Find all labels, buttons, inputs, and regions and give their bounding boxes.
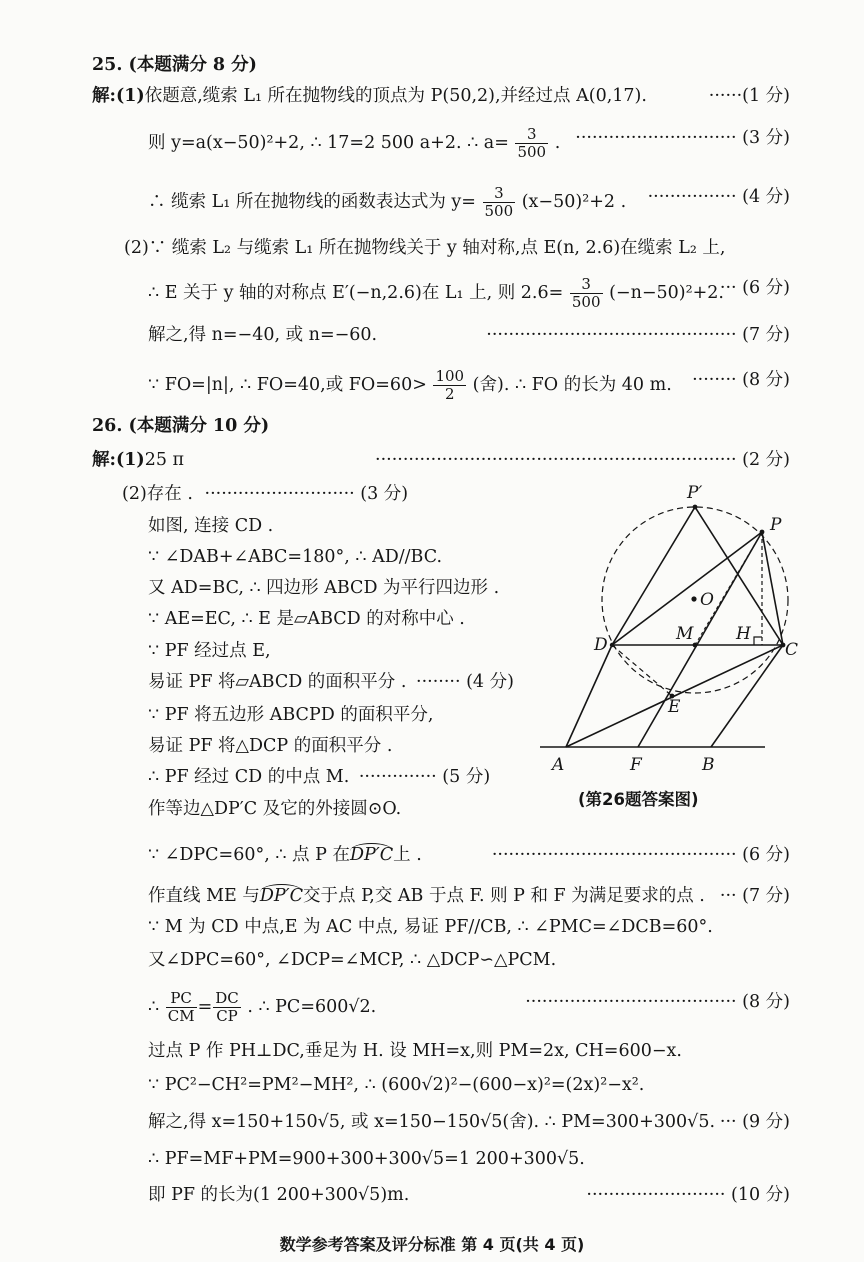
q25-step3-fraction <box>483 185 516 220</box>
q25-step5-pre: ∴ E 关于 y 轴的对称点 E′(−n,2.6)在 L₁ 上, 则 2.6= <box>148 283 564 303</box>
figure-caption: (第26题答案图) <box>578 790 699 809</box>
segment-BC <box>711 645 783 747</box>
frac-numerator: PC <box>166 990 197 1008</box>
q26-header: 26. (本题满分 10 分) <box>92 416 270 436</box>
q26-step15: 即 PF 的长为(1 200+300√5)m. <box>148 1185 410 1205</box>
q26-step10 <box>148 990 376 1025</box>
q26-step5: 作等边△DP′C 及它的外接圆⊙O. <box>148 799 402 819</box>
label-B: B <box>702 755 715 775</box>
q26-step6-post: 上 . <box>393 845 422 865</box>
q25-step7-score: ········ (8 分) <box>692 370 790 390</box>
q26-line2-1: 易证 PF 将△DCP 的面积平分 . <box>148 736 393 756</box>
q26-step7 <box>148 884 705 908</box>
q25-step2-score: ····························· (3 分) <box>575 128 790 148</box>
q26-line-2: 又 AD=BC, ∴ 四边形 ABCD 为平行四边形 . <box>148 578 500 598</box>
q26-step6 <box>148 843 422 867</box>
label-O: O <box>700 590 714 610</box>
q25-step7 <box>148 368 672 403</box>
q26-step2 <box>122 482 408 506</box>
q25-step3-pre: ∴ 缆索 L₁ 所在抛物线的函数表达式为 y= <box>148 192 476 212</box>
label-M: M <box>676 624 694 644</box>
point-P1 <box>693 505 698 510</box>
q26-step6-score: ············································ (6 分) <box>491 845 790 865</box>
q26-line2-0: ∵ PF 将五边形 ABCPD 的面积平分, <box>148 705 434 725</box>
arc-DP1C: DP′C <box>259 886 303 906</box>
q26-line-1: ∵ ∠DAB+∠ABC=180°, ∴ AD//BC. <box>148 547 443 567</box>
q25-step2-post: . <box>554 133 561 153</box>
q25-step6-score: ············································· (7 分) <box>486 325 790 345</box>
label-F: F <box>630 755 642 775</box>
q25-step2-pre: 则 y=a(x−50)²+2, ∴ 17=2 500 a+2. ∴ a= <box>148 133 509 153</box>
q25-step4: (2)∵ 缆索 L₂ 与缆索 L₁ 所在抛物线关于 y 轴对称,点 E(n, 2.6)在缆索 L₂ 上, <box>124 238 726 258</box>
frac-numerator: DC <box>215 989 239 1007</box>
q26-step13-score: ··· (9 分) <box>719 1112 790 1132</box>
q26-step3-text: 易证 PF 将▱ABCD 的面积平分 . <box>148 672 407 692</box>
q25-step3-post: (x−50)²+2 . <box>521 192 627 212</box>
frac-numerator: 3 <box>515 126 548 144</box>
q26-step4 <box>148 765 490 789</box>
q25-step1-score: ······(1 分) <box>708 86 790 106</box>
q26-step10-eq: = <box>197 997 213 1017</box>
q25-step3-score: ················ (4 分) <box>647 187 790 207</box>
q26-answer-label: 解:(1) <box>92 450 145 470</box>
q26-line-4: ∵ PF 经过点 E, <box>148 641 271 661</box>
q25-header: 25. (本题满分 8 分) <box>92 55 257 75</box>
segment-DE-dashed <box>612 645 672 696</box>
frac-denominator: CM <box>167 1007 195 1025</box>
q25-step5-post: (−n−50)²+2. <box>609 283 724 303</box>
label-P: P <box>770 515 782 535</box>
q26-step3-score: ········ (4 分) <box>416 672 514 692</box>
q25-step2 <box>148 126 560 161</box>
frac-numerator: 3 <box>570 276 603 294</box>
geometry-figure <box>532 480 802 780</box>
q26-step12: ∵ PC²−CH²=PM²−MH², ∴ (600√2)²−(600−x)²=(2x)²−x². <box>148 1075 645 1095</box>
segment-AD <box>566 645 612 747</box>
frac-numerator: 3 <box>483 185 516 203</box>
q25-step7-post: (舍). ∴ FO 的长为 40 m. <box>472 375 672 395</box>
label-H: H <box>736 624 751 644</box>
arc-DP1C: DP′C <box>349 845 394 865</box>
q26-step7-score: ··· (7 分) <box>719 886 790 906</box>
q26-step3 <box>148 670 514 694</box>
q25-step1 <box>92 84 647 108</box>
label-D: D <box>594 635 608 655</box>
q26-step2-text: (2)存在 . <box>122 484 193 504</box>
q26-step15-score: ························· (10 分) <box>586 1185 790 1205</box>
q25-step6: 解之,得 n=−40, 或 n=−60. <box>148 325 378 345</box>
q26-step10-fraction-1 <box>166 990 197 1025</box>
q26-step13: 解之,得 x=150+150√5, 或 x=150−150√5(舍). ∴ PM=300+300√5. <box>148 1112 716 1132</box>
q26-step4-text: ∴ PF 经过 CD 的中点 M. <box>148 767 350 787</box>
label-A: A <box>552 755 565 775</box>
q26-step6-pre: ∵ ∠DPC=60°, ∴ 点 P 在 <box>148 845 350 865</box>
q25-step1-text: 依题意,缆索 L₁ 所在抛物线的顶点为 P(50,2),并经过点 A(0,17). <box>144 86 647 106</box>
q26-step8: ∵ M 为 CD 中点,E 为 AC 中点, 易证 PF//CB, ∴ ∠PMC=∠DCB=60°. <box>148 917 713 937</box>
q26-step1-text: 25 π <box>144 450 185 470</box>
frac-denominator: 500 <box>571 293 601 311</box>
q26-step2-score: ··························· (3 分) <box>204 484 409 504</box>
q26-step1-score: ································································· (2 分) <box>375 450 790 470</box>
q26-step7-pre: 作直线 ME 与 <box>148 886 260 906</box>
frac-denominator: 2 <box>445 385 455 403</box>
q26-step1 <box>92 448 184 472</box>
q25-step7-pre: ∵ FO=|n|, ∴ FO=40,或 FO=60> <box>148 375 427 395</box>
q26-step9: 又∠DPC=60°, ∠DCP=∠MCP, ∴ △DCP∽△PCM. <box>148 950 557 970</box>
label-P1: P′ <box>687 483 703 503</box>
q25-step5 <box>148 276 724 311</box>
q25-step7-fraction <box>433 368 466 403</box>
label-C: C <box>785 640 799 660</box>
q25-answer-label: 解:(1) <box>92 86 145 106</box>
q26-step7-post: 交于点 P,交 AB 于点 F. 则 P 和 F 为满足要求的点 . <box>303 886 705 906</box>
q26-step14: ∴ PF=MF+PM=900+300+300√5=1 200+300√5. <box>148 1149 585 1169</box>
point-O <box>691 596 696 601</box>
q25-step3 <box>148 185 626 220</box>
q25-step5-fraction <box>570 276 603 311</box>
q25-step5-score: ··· (6 分) <box>719 278 790 298</box>
point-P <box>760 530 765 535</box>
right-angle-H <box>754 637 762 645</box>
q26-step10-therefore: ∴ <box>148 997 160 1017</box>
frac-denominator: 500 <box>484 202 514 220</box>
segment-AC <box>566 645 783 747</box>
frac-numerator: 100 <box>435 367 465 385</box>
q26-step11: 过点 P 作 PH⊥DC,垂足为 H. 设 MH=x,则 PM=2x, CH=600−x. <box>148 1041 682 1061</box>
q26-step4-score: ·············· (5 分) <box>358 767 491 787</box>
label-E: E <box>668 697 681 717</box>
frac-denominator: 500 <box>517 143 547 161</box>
page-footer: 数学参考答案及评分标准 第 4 页(共 4 页) <box>279 1235 585 1254</box>
q26-step10-fraction-2 <box>213 990 241 1025</box>
q26-line-0: 如图, 连接 CD . <box>148 516 274 536</box>
q26-step10-score: ······································ (8 分) <box>525 992 790 1012</box>
q25-step2-fraction <box>515 126 548 161</box>
q26-step10-post: . ∴ PC=600√2. <box>247 997 377 1017</box>
point-D <box>610 643 614 647</box>
frac-denominator: CP <box>216 1007 238 1025</box>
q26-line-3: ∵ AE=EC, ∴ E 是▱ABCD 的对称中心 . <box>148 609 465 629</box>
